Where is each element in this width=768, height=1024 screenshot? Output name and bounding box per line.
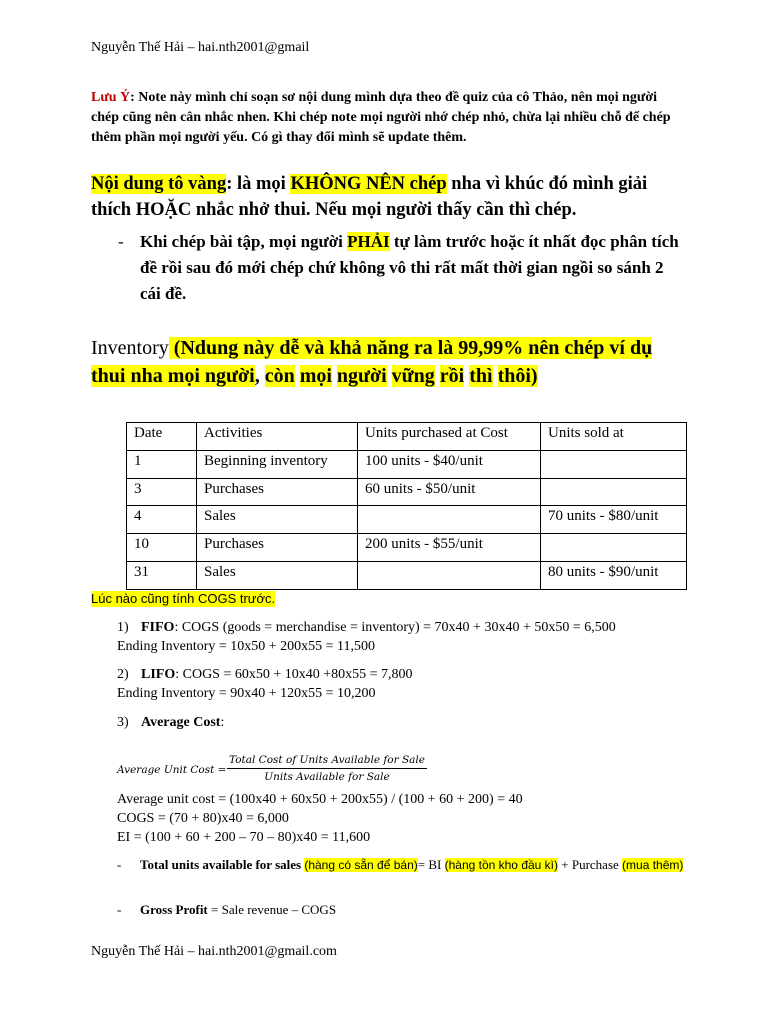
fifo-label: FIFO [141,620,175,635]
bullet2-s2: = BI [417,857,445,872]
avg-unit-cost: Average unit cost = (100x40 + 60x50 + 200x55) / (100 + 60 + 200) = 40 [117,792,523,807]
bullet2-h1: (hàng có sẵn để bán) [304,858,418,872]
avg-label: Average Cost [141,715,221,730]
bullet-dash: - [117,902,122,917]
table-cell: Purchases [197,478,358,506]
table-cell: 3 [127,478,197,506]
inv-h-p5 [295,365,300,387]
table-row [127,561,687,589]
bullet3-term: Gross Profit [140,902,208,917]
highlight-text-1: : là mọi [226,174,291,194]
table-cell: 60 units - $50/unit [358,478,541,506]
table-row [127,450,687,478]
highlight-paragraph [91,171,681,223]
lifo-number: 2) [117,667,129,682]
inv-h-p14: thì [469,365,493,387]
table-cell: Purchases [197,534,358,562]
bullet-gross-profit [117,901,687,919]
bullet3-text: = Sale revenue – COGS [207,902,337,917]
table-cell: 70 units - $80/unit [541,506,687,534]
inv-h-p9 [387,365,392,387]
avg-ending-inventory: EI = (100 + 60 + 200 – 70 – 80)x40 = 11,600 [117,830,371,845]
page-header: Nguyễn Thế Hải – hai.nth2001@gmail [91,40,310,55]
table-row [127,506,687,534]
inv-h-p4: còn [264,365,295,387]
highlight-term: Nội dung tô vàng [91,174,227,194]
bullet2-term: Total units available for sales [140,857,302,872]
bullet1-text-1: Khi chép bài tập, mọi người [140,232,348,251]
avg-cogs: COGS = (70 + 80)x40 = 6,000 [117,811,289,826]
formula-denominator: Units Available for Sale [264,771,390,783]
bullet2-h2: (hàng tồn kho đầu kì) [444,858,559,872]
table-cell: 80 units - $90/unit [541,561,687,589]
inventory-table [126,422,687,590]
cogs-note: Lúc nào cũng tính COGS trước. [91,591,276,606]
bullet1-text-2: tự làm trước hoặc ít nhất đọc phân tích đề rồi sau đó mới chép chứ không vô thi rất mất thời gian ngồi so sánh 2 cái đề. [140,232,679,303]
note-label: Lưu Ý [91,90,131,105]
inv-h-p6: mọi [299,365,332,387]
avg-calculations [117,790,523,847]
inv-h-p15 [493,365,498,387]
inv-h-p12: rồi [439,365,465,387]
inv-h-p8: người [336,365,387,387]
table-row [127,534,687,562]
table-cell [541,534,687,562]
bullet-total-units [117,856,687,874]
lifo-label: LIFO [141,667,176,682]
bullet1-must: PHẢI [347,232,390,251]
table-header-cell: Activities [197,423,358,451]
formula-lhs: Average Unit Cost = [117,764,227,776]
inv-h-p10: vững [391,365,435,387]
table-cell: Beginning inventory [197,450,358,478]
formula-fraction [227,754,427,783]
table-cell: 31 [127,561,197,589]
table-cell: 4 [127,506,197,534]
table-cell [358,506,541,534]
lifo-cogs: : COGS = 60x50 + 10x40 +80x55 = 7,800 [175,667,413,682]
avg-heading [117,713,224,732]
table-cell: 10 [127,534,197,562]
inv-h-p1: ( [168,337,181,359]
table-header-row [127,423,687,451]
table-cell [541,478,687,506]
avg-number: 3) [117,715,129,730]
inv-h-p16: thôi [497,365,531,387]
table-cell: Sales [197,506,358,534]
table-header-cell: Date [127,423,197,451]
bullet2-s3: + Purchase [558,857,623,872]
bullet2-h3: (mua thêm) [622,858,684,872]
note-text: : Note này mình chỉ soạn sơ nội dung mình dựa theo đề quiz của cô Thảo, nên mọi người chép cũng nên cân nhắc nhen. Khi chép note mọi người nhớ chép nhỏ, chừa lại nhiều chỗ để chép thêm phần mọi người yếu. Có gì thay đổi mình sẽ update thêm. [91,90,671,145]
table-cell [358,561,541,589]
table-cell: Sales [197,561,358,589]
table-header-cell: Units sold at [541,423,687,451]
table-header-cell: Units purchased at Cost [358,423,541,451]
table-row [127,478,687,506]
fifo-block [117,618,616,656]
inventory-title: Inventory [91,337,169,359]
table-cell: 100 units - $40/unit [358,450,541,478]
bullet-dash: - [118,232,124,251]
fifo-number: 1) [117,620,129,635]
highlight-text-2: nha vì khúc đó mình giải thích HOẶC nhắc nhở thui. Nếu mọi người thấy cần thì chép. [91,174,648,220]
table-cell [541,450,687,478]
formula-numerator: Total Cost of Units Available for Sale [227,754,427,769]
table-cell: 1 [127,450,197,478]
bullet-dash: - [117,857,122,872]
highlight-warning: KHÔNG NÊN chép [290,174,447,194]
fifo-cogs: : COGS (goods = merchandise = inventory) = 70x40 + 30x40 + 50x50 = 6,500 [174,620,616,635]
page-footer: Nguyễn Thế Hải – hai.nth2001@gmail.com [91,944,337,959]
note-paragraph [91,88,678,148]
inv-h-p2: Ndung này dễ và khả năng ra là 99,99% nên chép ví dụ thui nha mọi người [91,337,653,387]
inv-h-p3: , [254,365,265,387]
fifo-ending-inventory: Ending Inventory = 10x50 + 200x55 = 11,500 [117,639,376,654]
inv-h-p17: ) [530,365,538,387]
bullet-exercise-note [118,229,680,307]
table-cell: 200 units - $55/unit [358,534,541,562]
lifo-block [117,665,413,703]
inventory-heading [91,334,691,390]
lifo-ending-inventory: Ending Inventory = 90x40 + 120x55 = 10,200 [117,686,376,701]
avg-colon: : [220,715,225,730]
